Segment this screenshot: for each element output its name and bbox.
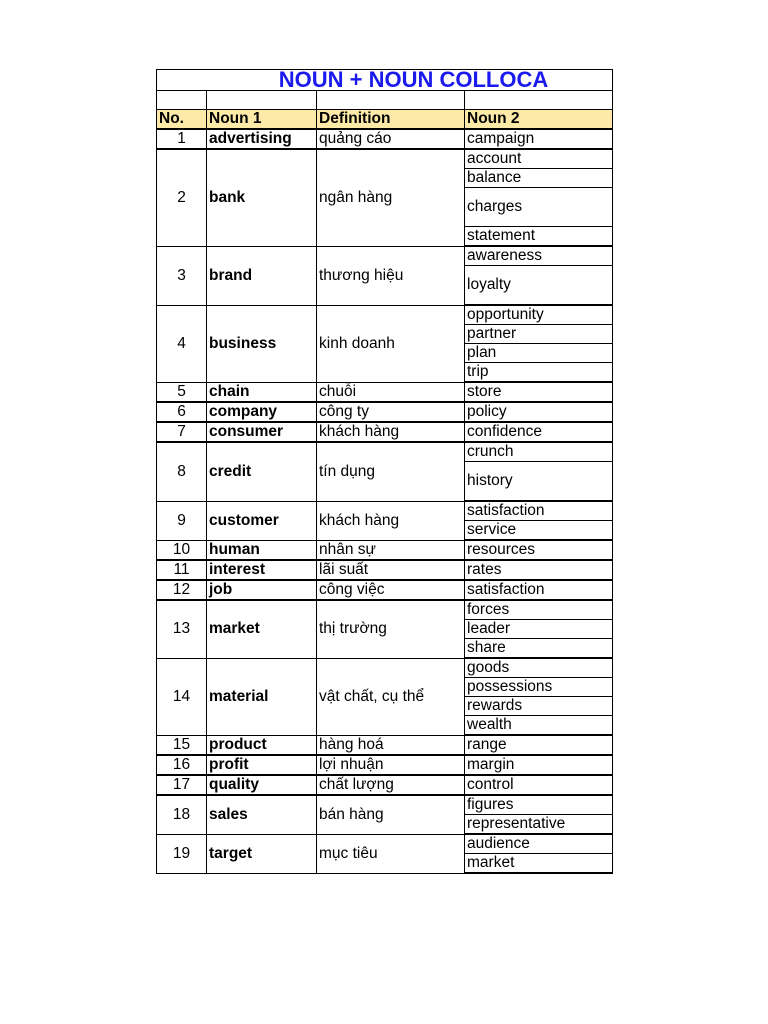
noun2-cell: rates (465, 560, 613, 580)
table-row (157, 560, 613, 580)
noun2-cell: history (465, 462, 613, 502)
noun2-cell: market (465, 854, 613, 874)
table-row (157, 580, 613, 600)
noun2-cell: service (465, 521, 613, 541)
noun2-cell: account (465, 149, 613, 169)
definition-cell: khách hàng (317, 422, 465, 442)
definition-cell: tín dụng (317, 442, 465, 501)
noun2-cell: satisfaction (465, 580, 613, 600)
definition-cell: bán hàng (317, 795, 465, 834)
definition-cell: chất lượng (317, 775, 465, 795)
row-number: 2 (157, 149, 207, 246)
table-row (157, 795, 613, 815)
definition-cell: ngân hàng (317, 149, 465, 246)
noun1-cell: market (207, 600, 317, 658)
row-number: 9 (157, 501, 207, 540)
row-number: 15 (157, 735, 207, 755)
noun2-cell: range (465, 735, 613, 755)
row-number: 13 (157, 600, 207, 658)
definition-cell: lãi suất (317, 560, 465, 580)
table-row (157, 305, 613, 325)
table-row (157, 422, 613, 442)
header-noun2: Noun 2 (465, 110, 613, 130)
table-row (157, 755, 613, 775)
row-number: 6 (157, 402, 207, 422)
header-no: No. (157, 110, 207, 130)
noun1-cell: human (207, 540, 317, 560)
row-number: 8 (157, 442, 207, 501)
table-row (157, 382, 613, 402)
noun2-cell: rewards (465, 697, 613, 716)
noun1-cell: brand (207, 246, 317, 305)
noun1-cell: quality (207, 775, 317, 795)
table-row (157, 402, 613, 422)
row-number: 7 (157, 422, 207, 442)
row-number: 14 (157, 658, 207, 735)
noun2-cell: charges (465, 188, 613, 227)
table-row (157, 735, 613, 755)
row-number: 18 (157, 795, 207, 834)
noun2-cell: margin (465, 755, 613, 775)
row-number: 10 (157, 540, 207, 560)
noun2-cell: loyalty (465, 266, 613, 306)
noun1-cell: customer (207, 501, 317, 540)
table-row (157, 129, 613, 149)
noun1-cell: target (207, 834, 317, 873)
noun2-cell: partner (465, 325, 613, 344)
row-number: 11 (157, 560, 207, 580)
noun2-cell: satisfaction (465, 501, 613, 521)
noun1-cell: bank (207, 149, 317, 246)
definition-cell: công ty (317, 402, 465, 422)
noun2-cell: resources (465, 540, 613, 560)
noun1-cell: credit (207, 442, 317, 501)
table-row (157, 501, 613, 521)
row-number: 16 (157, 755, 207, 775)
noun2-cell: store (465, 382, 613, 402)
table-row (157, 149, 613, 169)
header-noun1: Noun 1 (207, 110, 317, 130)
noun1-cell: advertising (207, 129, 317, 149)
noun2-cell: figures (465, 795, 613, 815)
definition-cell: thương hiệu (317, 246, 465, 305)
noun2-cell: confidence (465, 422, 613, 442)
definition-cell: nhân sự (317, 540, 465, 560)
row-number: 12 (157, 580, 207, 600)
sheet-title: NOUN + NOUN COLLOCA (157, 70, 613, 91)
row-number: 4 (157, 305, 207, 382)
definition-cell: công việc (317, 580, 465, 600)
definition-cell: lợi nhuận (317, 755, 465, 775)
definition-cell: mục tiêu (317, 834, 465, 873)
noun1-cell: material (207, 658, 317, 735)
noun2-cell: leader (465, 620, 613, 639)
table-row (157, 775, 613, 795)
row-number: 17 (157, 775, 207, 795)
header-row (157, 110, 613, 130)
definition-cell: hàng hoá (317, 735, 465, 755)
blank-row (157, 91, 613, 110)
row-number: 1 (157, 129, 207, 149)
noun2-cell: campaign (465, 129, 613, 149)
noun1-cell: product (207, 735, 317, 755)
table-row (157, 658, 613, 678)
noun2-cell: audience (465, 834, 613, 854)
noun2-cell: control (465, 775, 613, 795)
table-row (157, 600, 613, 620)
definition-cell: khách hàng (317, 501, 465, 540)
noun2-cell: policy (465, 402, 613, 422)
collocation-table (156, 69, 613, 874)
noun2-cell: opportunity (465, 305, 613, 325)
row-number: 19 (157, 834, 207, 873)
noun1-cell: business (207, 305, 317, 382)
title-row (157, 70, 613, 91)
noun2-cell: trip (465, 363, 613, 383)
noun1-cell: profit (207, 755, 317, 775)
noun1-cell: chain (207, 382, 317, 402)
noun2-cell: possessions (465, 678, 613, 697)
definition-cell: vật chất, cụ thể (317, 658, 465, 735)
definition-cell: quảng cáo (317, 129, 465, 149)
noun2-cell: statement (465, 227, 613, 247)
definition-cell: thị trường (317, 600, 465, 658)
noun2-cell: awareness (465, 246, 613, 266)
noun2-cell: forces (465, 600, 613, 620)
noun1-cell: job (207, 580, 317, 600)
definition-cell: kinh doanh (317, 305, 465, 382)
noun2-cell: wealth (465, 716, 613, 736)
table-row (157, 442, 613, 462)
noun1-cell: interest (207, 560, 317, 580)
header-definition: Definition (317, 110, 465, 130)
noun2-cell: crunch (465, 442, 613, 462)
noun2-cell: representative (465, 815, 613, 835)
noun1-cell: company (207, 402, 317, 422)
table-row (157, 246, 613, 266)
noun2-cell: share (465, 639, 613, 659)
noun2-cell: plan (465, 344, 613, 363)
row-number: 5 (157, 382, 207, 402)
definition-cell: chuỗi (317, 382, 465, 402)
table-row (157, 540, 613, 560)
noun2-cell: goods (465, 658, 613, 678)
row-number: 3 (157, 246, 207, 305)
noun2-cell: balance (465, 169, 613, 188)
noun1-cell: consumer (207, 422, 317, 442)
table-row (157, 834, 613, 854)
noun1-cell: sales (207, 795, 317, 834)
